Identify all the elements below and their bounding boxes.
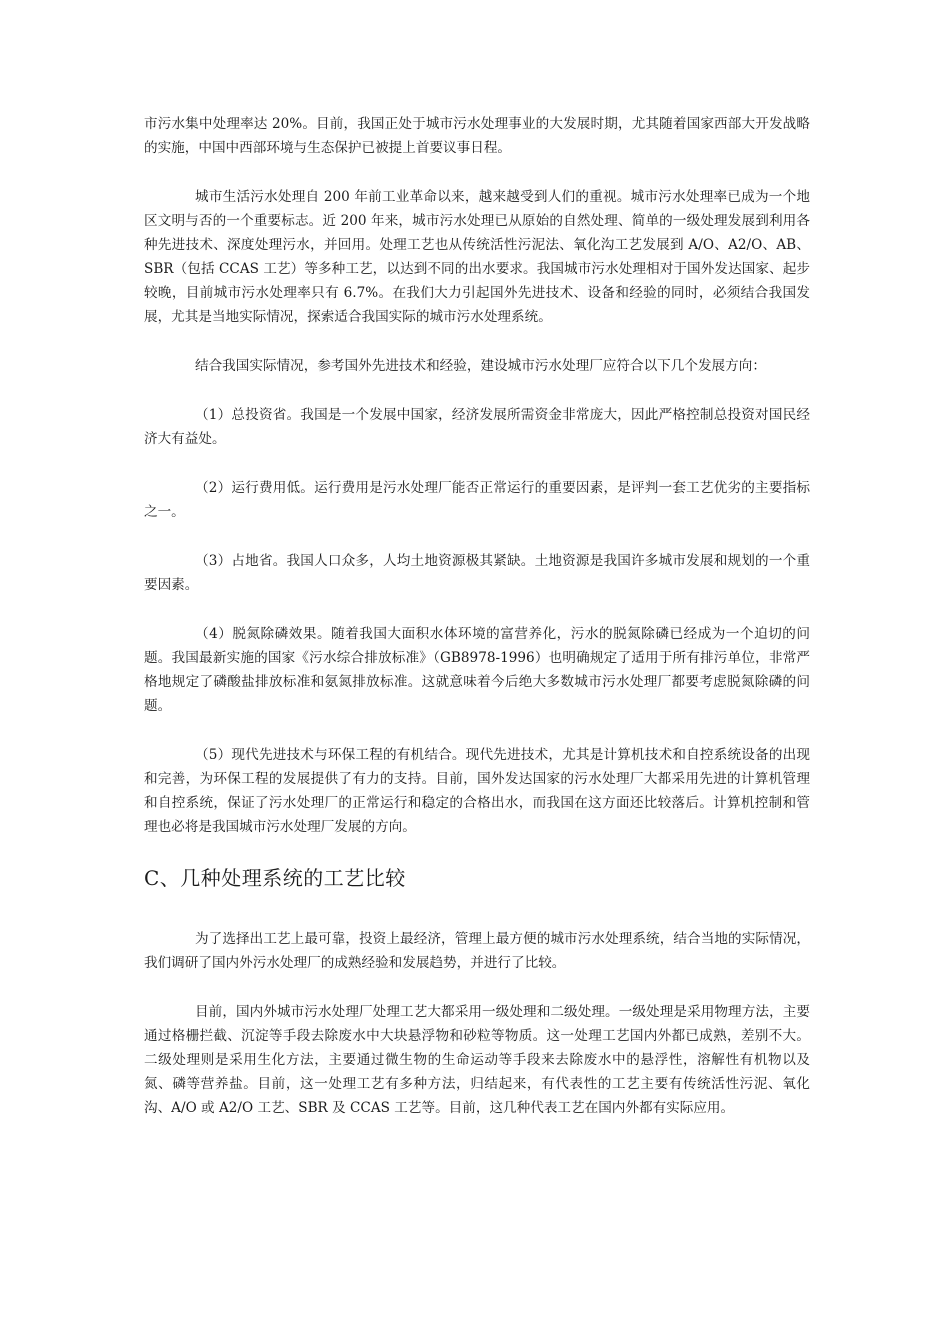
paragraph-directions-intro: 结合我国实际情况，参考国外先进技术和经验，建设城市污水处理厂应符合以下几个发展方向： (195, 358, 766, 374)
paragraph-comparison-intro: 为了选择出工艺上最可靠，投资上最经济，管理上最方便的城市污水处理系统，结合当地的实际情况，我们调研了国内外污水处理厂的成熟经验和发展趋势，并进行了比较。 (144, 931, 810, 971)
paragraph-direction-3: （3）占地省。我国人口众多，人均土地资源极其紧缺。土地资源是我国许多城市发展和规划的一个重要因素。 (144, 553, 810, 593)
paragraph-direction-4: （4）脱氮除磷效果。随着我国大面积水体环境的富营养化，污水的脱氮除磷已经成为一个迫切的问题。我国最新实施的国家《污水综合排放标准》（GB8978-1996）也明确规定了适用于所有排污单位，非常严格地规定了磷酸盐排放标准和氨氮排放标准。这就意味着今后绝大多数城市污水处理厂都要考虑脱氮除磷的问题。 (144, 626, 810, 714)
paragraph-history: 城市生活污水处理自 200 年前工业革命以来，越来越受到人们的重视。城市污水处理率已成为一个地区文明与否的一个重要标志。近 200 年来，城市污水处理已从原始的自然处理、简单的一级处理发展到利用各种先进技术、深度处理污水，并回用。处理工艺也从传统活性污泥法、氧化沟工艺发展到 A/O、A2/O、AB、SBR（包括 CCAS 工艺）等多种工艺，以达到不同的出水要求。我国城市污水处理相对于国外发达国家、起步较晚，目前城市污水处理率只有 6.7%。在我们大力引起国外先进技术、设备和经验的同时，必须结合我国发展，尤其是当地实际情况，探索适合我国实际的城市污水处理系统。 (144, 189, 810, 325)
paragraph-direction-1: （1）总投资省。我国是一个发展中国家，经济发展所需资金非常庞大，因此严格控制总投资对国民经济大有益处。 (144, 407, 810, 447)
paragraph-direction-2: （2）运行费用低。运行费用是污水处理厂能否正常运行的重要因素，是评判一套工艺优劣的主要指标之一。 (144, 480, 810, 520)
section-heading: C、几种处理系统的工艺比较 (144, 866, 406, 890)
paragraph-intro-continuation: 市污水集中处理率达 20%。目前，我国正处于城市污水处理事业的大发展时期，尤其随着国家西部大开发战略的实施，中国中西部环境与生态保护已被提上首要议事日程。 (144, 116, 810, 156)
paragraph-direction-5: （5）现代先进技术与环保工程的有机结合。现代先进技术，尤其是计算机技术和自控系统设备的出现和完善，为环保工程的发展提供了有力的支持。目前，国外发达国家的污水处理厂大都采用先进的计算机管理和自控系统，保证了污水处理厂的正常运行和稳定的合格出水，而我国在这方面还比较落后。计算机控制和管理也必将是我国城市污水处理厂发展的方向。 (144, 747, 810, 835)
document-page (144, 112, 810, 1120)
paragraph-treatment-overview: 目前，国内外城市污水处理厂处理工艺大都采用一级处理和二级处理。一级处理是采用物理方法，主要通过格栅拦截、沉淀等手段去除废水中大块悬浮物和砂粒等物质。这一处理工艺国内外都已成熟，差别不大。二级处理则是采用生化方法，主要通过微生物的生命运动等手段来去除废水中的悬浮性，溶解性有机物以及氮、磷等营养盐。目前，这一处理工艺有多种方法，归结起来，有代表性的工艺主要有传统活性污泥、氧化沟、A/O 或 A2/O 工艺、SBR 及 CCAS 工艺等。目前，这几种代表工艺在国内外都有实际应用。 (144, 1004, 810, 1116)
